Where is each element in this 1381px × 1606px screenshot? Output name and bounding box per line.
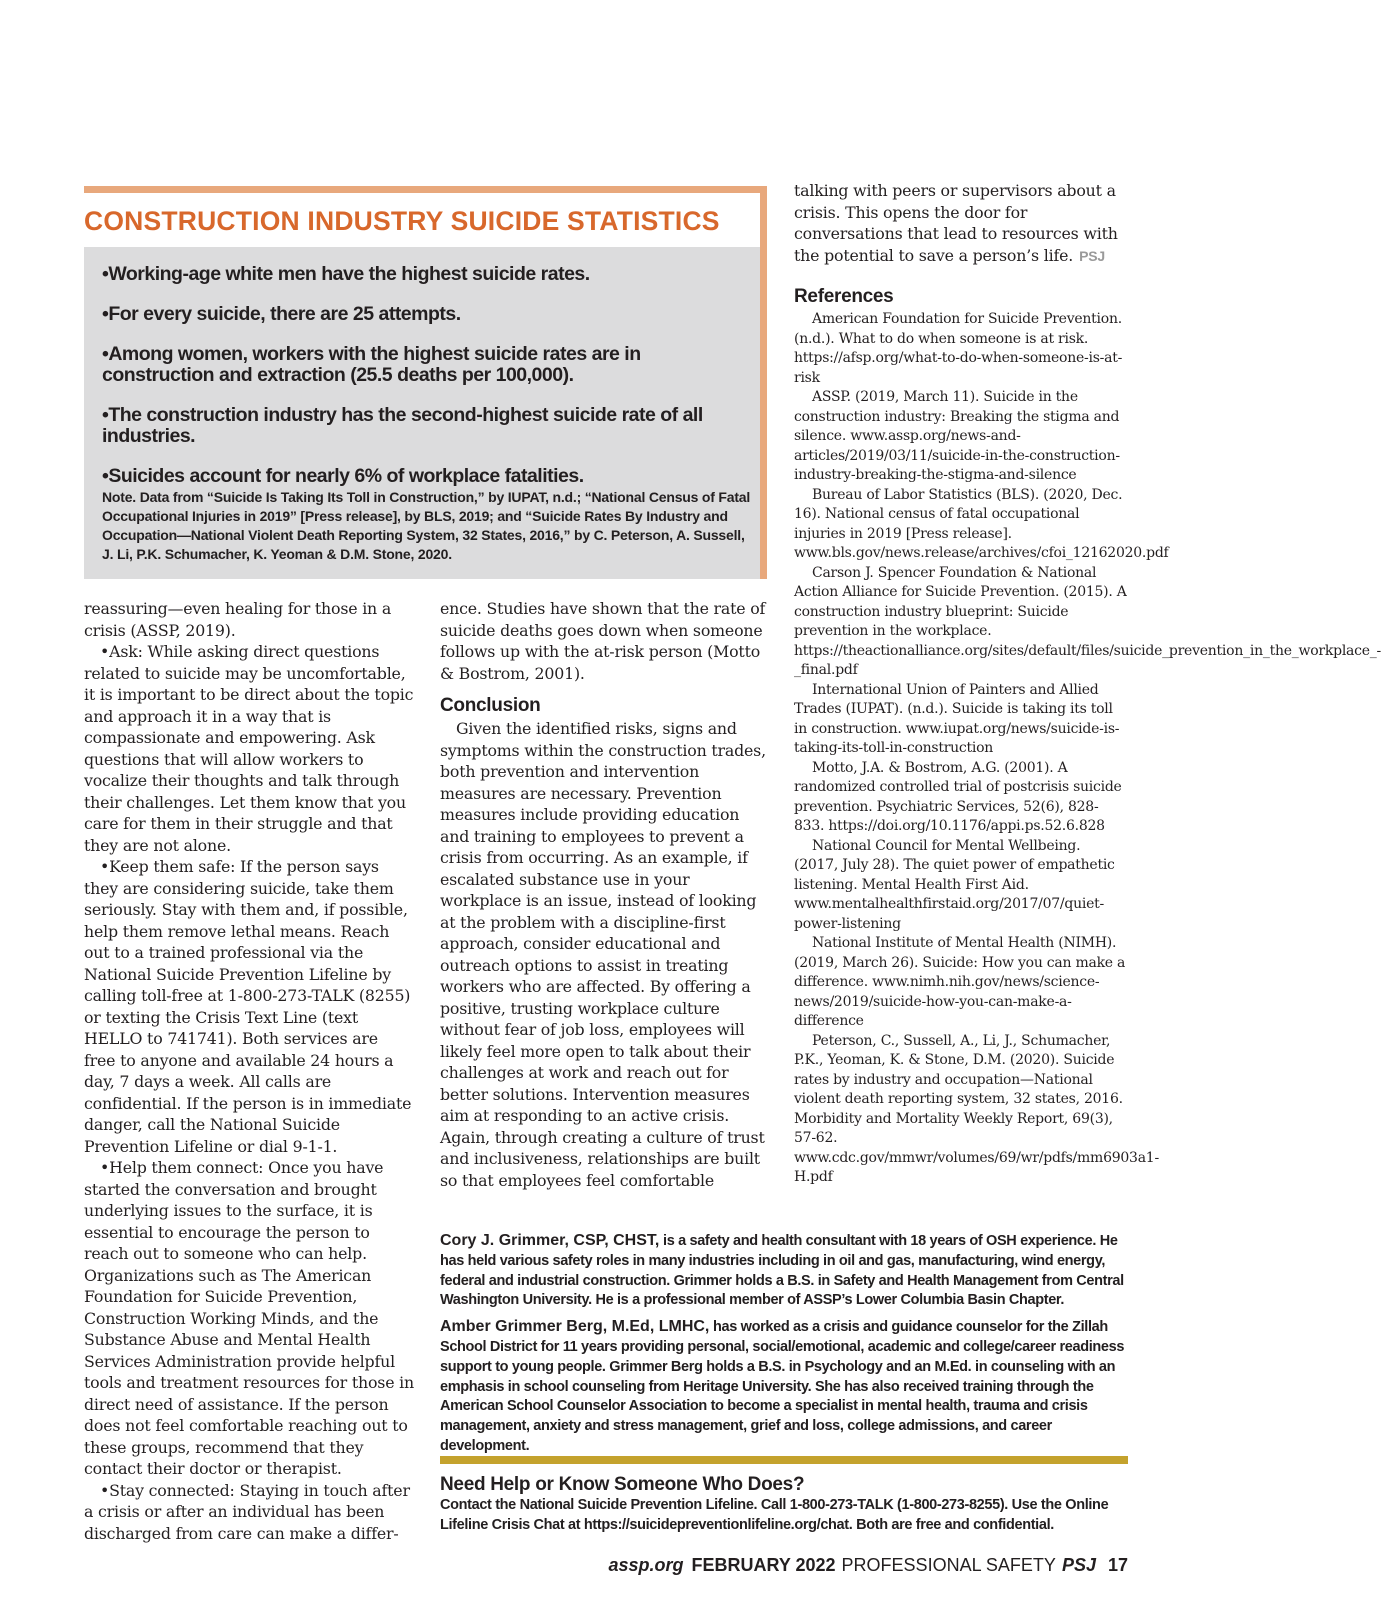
- reference-item: Carson J. Spencer Foundation & National Action Alliance for Suicide Prevention. (2015). A construction industry blueprint: Suicide prevention in the workplace. https://theactionalliance.org/sites/default/files/suicide_prevention_in_the_workplace_-_final.pdf: [794, 564, 1381, 678]
- fact-item: •Suicides account for nearly 6% of workplace fatalities.: [102, 465, 584, 487]
- reference-item: ASSP. (2019, March 11). Suicide in the construction industry: Breaking the stigma and silence. www.assp.org/news-and-articles/2019/03/11/suicide-in-the-construction-industry-breaking-the-stigma-and-silence: [794, 389, 1120, 483]
- body-paragraph: •Stay connected: Staying in touch after a crisis or after an individual has been discharged from care can make a differ-: [84, 1480, 410, 1543]
- conclusion-heading: Conclusion: [440, 695, 541, 716]
- reference-item: Motto, J.A. & Bostrom, A.G. (2001). A randomized controlled trial of postcrisis suicide prevention. Psychiatric Services, 52(6), 828-833. https://doi.org/10.1176/appi.ps.52.6.828: [794, 759, 1122, 834]
- help-box: [440, 1473, 1128, 1536]
- reference-item: Peterson, C., Sussell, A., Li, J., Schumacher, P.K., Yeoman, K. & Stone, D.M. (2020). Suicide rates by industry and occupation—National violent death reporting system, 32 states, 2016. Morbidity and Mortality Weekly Report, 69(3), 57-62. www.cdc.gov/mmwr/volumes/69/wr/pdfs/mm6903a1-H.pdf: [794, 1032, 1159, 1185]
- body-paragraph: •Help them connect: Once you have started the conversation and brought underlying issues to the surface, it is essential to encourage the person to reach out to someone who can help. Organizations such as The American Foundation for Suicide Prevention, Construction Working Minds, and the Substance Abuse and Mental Health Services Administration provide helpful tools and treatment resources for those in direct need of assistance. If the person does not feel comfortable reaching out to these groups, recommend that they contact their doctor or therapist.: [84, 1158, 414, 1478]
- body-paragraph: [794, 180, 1124, 267]
- sidebar-top-border: [84, 186, 767, 193]
- help-title: Need Help or Know Someone Who Does?: [440, 1474, 805, 1495]
- reference-item: Bureau of Labor Statistics (BLS). (2020, Dec. 16). National census of fatal occupational injuries in 2019 [Press release]. www.bls.gov/news.release/archives/cfoi_12162020.pdf: [794, 486, 1169, 561]
- footer-site: assp.org: [608, 1555, 684, 1575]
- fact-item: •The construction industry has the second-highest suicide rate of all industries.: [102, 404, 703, 447]
- help-text: Contact the National Suicide Prevention Lifeline. Call 1-800-273-TALK (1-800-273-8255). Use the Online Lifeline Crisis Chat at https://suicidepreventionlifeline.org/chat. Both are free and confidential.: [440, 1497, 1109, 1533]
- reference-item: National Institute of Mental Health (NIMH). (2019, March 26). Suicide: How you can make a difference. www.nimh.nih.gov/news/science-news/2019/suicide-how-you-can-make-a-difference: [794, 935, 1126, 1029]
- author-bio: [440, 1317, 1130, 1457]
- footer-magazine: PROFESSIONAL SAFETY: [841, 1555, 1056, 1575]
- author-bio-text: is a safety and health consultant with 18 years of OSH experience. He has held various safety roles in many industries including in oil and gas, manufacturing, wind energy, federal and industrial construction. Grimmer holds a B.S. in Safety and Health Management from Central Washington University. He is a professional member of ASSP’s Lower Columbia Basin Chapter.: [440, 1233, 1124, 1309]
- sidebar-right-border: [760, 186, 767, 579]
- statistics-sidebar: [84, 186, 772, 579]
- references-heading: References: [794, 286, 894, 307]
- fact-item: •Working-age white men have the highest suicide rates.: [102, 263, 590, 285]
- reference-item: National Council for Mental Wellbeing. (2017, July 28). The quiet power of empathetic listening. Mental Health First Aid. www.mentalhealthfirstaid.org/2017/07/quiet-power-listening: [794, 837, 1115, 932]
- fact-item: •Among women, workers with the highest suicide rates are in construction and extraction (25.5 deaths per 100,000).: [102, 343, 641, 386]
- reference-item: American Foundation for Suicide Prevention. (n.d.). What to do when someone is at risk. https://afsp.org/what-to-do-when-someone-is-at-risk: [794, 311, 1123, 386]
- psj-end-mark: PSJ: [1079, 247, 1105, 264]
- references-section: [794, 285, 1381, 1188]
- fact-item: •For every suicide, there are 25 attempts.: [102, 303, 461, 325]
- reference-item: International Union of Painters and Allied Trades (IUPAT). (n.d.). Suicide is taking its toll in construction. www.iupat.org/news/suicide-is-taking-its-toll-in-construction: [794, 681, 1120, 756]
- footer-issue: FEBRUARY 2022: [691, 1555, 836, 1575]
- help-divider: [440, 1456, 1128, 1464]
- body-column-2: [440, 598, 770, 1191]
- body-paragraph: ence. Studies have shown that the rate of suicide deaths goes down when someone follows up with the at-risk person (Motto & Bostrom, 2001).: [440, 599, 766, 683]
- author-name: Cory J. Grimmer, CSP, CHST,: [440, 1232, 660, 1249]
- author-bios: [440, 1231, 1130, 1463]
- body-column-3: [794, 180, 1124, 267]
- body-paragraph: •Ask: While asking direct questions related to suicide may be uncomfortable, it is important to be direct about the topic and approach it in a way that is compassionate and empowering. Ask questions that will allow workers to vocalize their thoughts and talk through their challenges. Let them know that you care for them in their struggle and that they are not alone.: [84, 642, 414, 855]
- body-paragraph: reassuring—even healing for those in a crisis (ASSP, 2019).: [84, 599, 392, 640]
- page-footer: [608, 1555, 1128, 1576]
- author-bio: [440, 1231, 1130, 1311]
- body-column-1: [84, 598, 414, 1544]
- author-bio-text: has worked as a crisis and guidance counselor for the Zillah School District for 11 years providing personal, social/emotional, academic and college/career readiness support to young people. Grimmer Berg holds a B.S. in Psychology and an M.Ed. in counseling with an emphasis in school counseling from Heritage University. She has also received training through the American School Counselor Association to become a specialist in mental health, trauma and crisis management, anxiety and stress management, grief and loss, college admissions, and career development.: [440, 1319, 1125, 1454]
- author-name: Amber Grimmer Berg, M.Ed, LMHC,: [440, 1318, 710, 1336]
- footer-psj-logo: PSJ: [1061, 1555, 1096, 1575]
- sidebar-facts: [102, 264, 752, 506]
- closing-text: talking with peers or supervisors about a crisis. This opens the door for conversations that lead to resources with the potential to save a person’s life.: [794, 181, 1118, 265]
- page-number: 17: [1107, 1555, 1128, 1575]
- body-paragraph: •Keep them safe: If the person says they are considering suicide, take them seriously. Stay with them and, if possible, help them remove lethal means. Reach out to a trained professional via the National Suicide Prevention Lifeline by calling toll-free at 1-800-273-TALK (8255) or texting the Crisis Text Line (text HELLO to 741741). Both services are free to anyone and available 24 hours a day, 7 days a week. All calls are confidential. If the person is in immediate danger, call the National Suicide Prevention Lifeline or dial 9-1-1.: [84, 857, 412, 1156]
- body-paragraph: Given the identified risks, signs and symptoms within the construction trades, both prevention and intervention measures are necessary. Prevention measures include providing education and training to employees to prevent a crisis from occurring. As an example, if escalated substance use in your workplace is an issue, instead of looking at the problem with a discipline-first approach, consider educational and outreach options to assist in treating workers who are affected. By offering a positive, trusting workplace culture without fear of job loss, employees will likely feel more open to talk about their challenges at work and reach out for better solutions. Intervention measures aim at responding to an active crisis. Again, through creating a culture of trust and inclusiveness, relationships are built so that employees feel comfortable: [440, 719, 766, 1190]
- sidebar-title: CONSTRUCTION INDUSTRY SUICIDE STATISTICS: [84, 206, 720, 236]
- sidebar-source-note: Note. Data from “Suicide Is Taking Its Toll in Construction,” by IUPAT, n.d.; “National Census of Fatal Occupational Injuries in 2019” [Press release], by BLS, 2019; and “Suicide Rates By Industry and Occupation—National Violent Death Reporting System, 32 States, 2016,” by C. Peterson, A. Sussell, J. Li, P.K. Schumacher, K. Yeoman & D.M. Stone, 2020.: [102, 489, 751, 562]
